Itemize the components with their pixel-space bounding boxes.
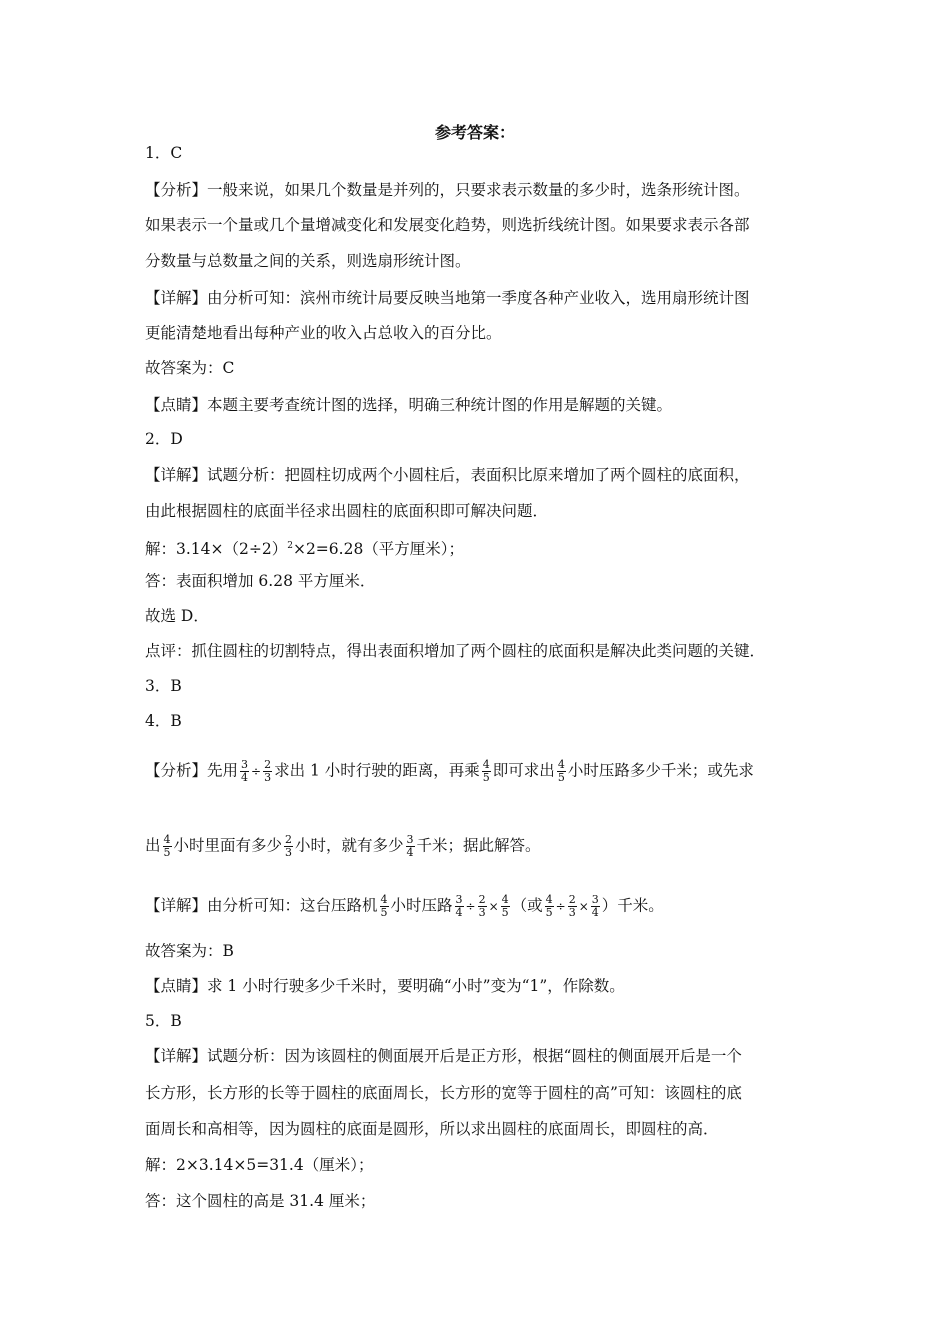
fraction-2-3: $\frac{2}{3}$ bbox=[264, 758, 272, 784]
fraction-4-5: $\frac{4}{5}$ bbox=[482, 758, 490, 784]
q1-analysis-line-1: 【分析】一般来说，如果几个数量是并列的，只要求表示数量的多少时，选条形统计图。 bbox=[145, 181, 750, 199]
answer-3: 3．B bbox=[145, 677, 182, 695]
fraction-4-5: $\frac{4}{5}$ bbox=[380, 893, 388, 919]
fraction-2-3: $\frac{2}{3}$ bbox=[285, 833, 293, 859]
q5-solution: 解：2×3.14×5=31.4（厘米）； bbox=[145, 1156, 374, 1174]
q2-comment: 点评：抓住圆柱的切割特点，得出表面积增加了两个圆柱的底面积是解决此类问题的关键． bbox=[145, 642, 766, 660]
q4-comment: 【点睛】求 1 小时行驶多少千米时，要明确“小时”变为“1”，作除数。 bbox=[145, 977, 625, 995]
fraction-4-5: $\frac{4}{5}$ bbox=[557, 758, 565, 784]
page-title: 参考答案： bbox=[434, 123, 515, 142]
answer-1: 1．C bbox=[145, 144, 183, 162]
answer-2: 2．D bbox=[145, 430, 183, 448]
fraction-2-3: $\frac{2}{3}$ bbox=[568, 893, 576, 919]
fraction-4-5: $\frac{4}{5}$ bbox=[163, 833, 171, 859]
fraction-3-4: $\frac{3}{4}$ bbox=[406, 833, 414, 859]
fraction-4-5: $\frac{4}{5}$ bbox=[545, 893, 553, 919]
q5-detail-line-1: 【详解】试题分析：因为该圆柱的侧面展开后是正方形，根据“圆柱的侧面展开后是一个 bbox=[145, 1047, 742, 1065]
fraction-3-4: $\frac{3}{4}$ bbox=[591, 893, 599, 919]
q1-analysis-line-3: 分数量与总数量之间的关系，则选扇形统计图。 bbox=[145, 252, 471, 270]
fraction-3-4: $\frac{3}{4}$ bbox=[455, 893, 463, 919]
q1-analysis-line-2: 如果表示一个量或几个量增减变化和发展变化趋势，则选折线统计图。如果要求表示各部 bbox=[145, 216, 750, 234]
answer-5: 5．B bbox=[145, 1012, 182, 1030]
q4-detail: 【详解】由分析可知：这台压路机 $\frac{4}{5}$ 小时压路 $\frac{3}{4}$ ÷ $\frac{2}{3}$ × $\frac{4}{5}$ （或 $\frac{4}{5}$ ÷ $\frac{2}{3}$ × $\frac{3}{4}$ ）千米。 bbox=[145, 893, 664, 919]
q4-analysis-line-1: 【分析】先用 $\frac{3}{4}$ ÷ $\frac{2}{3}$ 求出 1 小时行驶的距离，再乘 $\frac{4}{5}$ 即可求出 $\frac{4}{5}$ 小时压路多少千米；或先求 bbox=[145, 758, 754, 784]
q5-detail-line-3: 面周长和高相等，因为圆柱的底面是圆形，所以求出圆柱的底面周长，即圆柱的高． bbox=[145, 1120, 719, 1138]
q2-detail-line-2: 由此根据圆柱的底面半径求出圆柱的底面积即可解决问题． bbox=[145, 502, 549, 520]
q1-comment: 【点睛】本题主要考查统计图的选择，明确三种统计图的作用是解题的关键。 bbox=[145, 396, 673, 414]
q1-detail-line-2: 更能清楚地看出每种产业的收入占总收入的百分比。 bbox=[145, 324, 502, 342]
q2-solution: 解：$3.14\times(2\div 2)^2\times 2=6.28$（平方厘米）； bbox=[145, 540, 465, 559]
answer-4: 4．B bbox=[145, 712, 182, 730]
q4-analysis-line-2: 出 $\frac{4}{5}$ 小时里面有多少 $\frac{2}{3}$ 小时，就有多少 $\frac{3}{4}$ 千米；据此解答。 bbox=[145, 833, 541, 859]
q5-detail-line-2: 长方形，长方形的长等于圆柱的底面周长，长方形的宽等于圆柱的高”可知：该圆柱的底 bbox=[145, 1084, 742, 1102]
fraction-2-3: $\frac{2}{3}$ bbox=[478, 893, 486, 919]
q2-conclusion: 故选 D． bbox=[145, 607, 209, 625]
q4-conclusion: 故答案为：B bbox=[145, 942, 234, 960]
fraction-3-4: $\frac{3}{4}$ bbox=[241, 758, 249, 784]
fraction-4-5: $\frac{4}{5}$ bbox=[501, 893, 509, 919]
q2-detail-line-1: 【详解】试题分析：把圆柱切成两个小圆柱后，表面积比原来增加了两个圆柱的底面积， bbox=[145, 466, 750, 484]
q1-detail-line-1: 【详解】由分析可知：滨州市统计局要反映当地第一季度各种产业收入，选用扇形统计图 bbox=[145, 289, 750, 307]
q5-answer: 答：这个圆柱的高是 31.4 厘米； bbox=[145, 1192, 376, 1210]
q2-answer: 答：表面积增加 6.28 平方厘米． bbox=[145, 572, 376, 590]
q1-conclusion: 故答案为：C bbox=[145, 359, 235, 377]
